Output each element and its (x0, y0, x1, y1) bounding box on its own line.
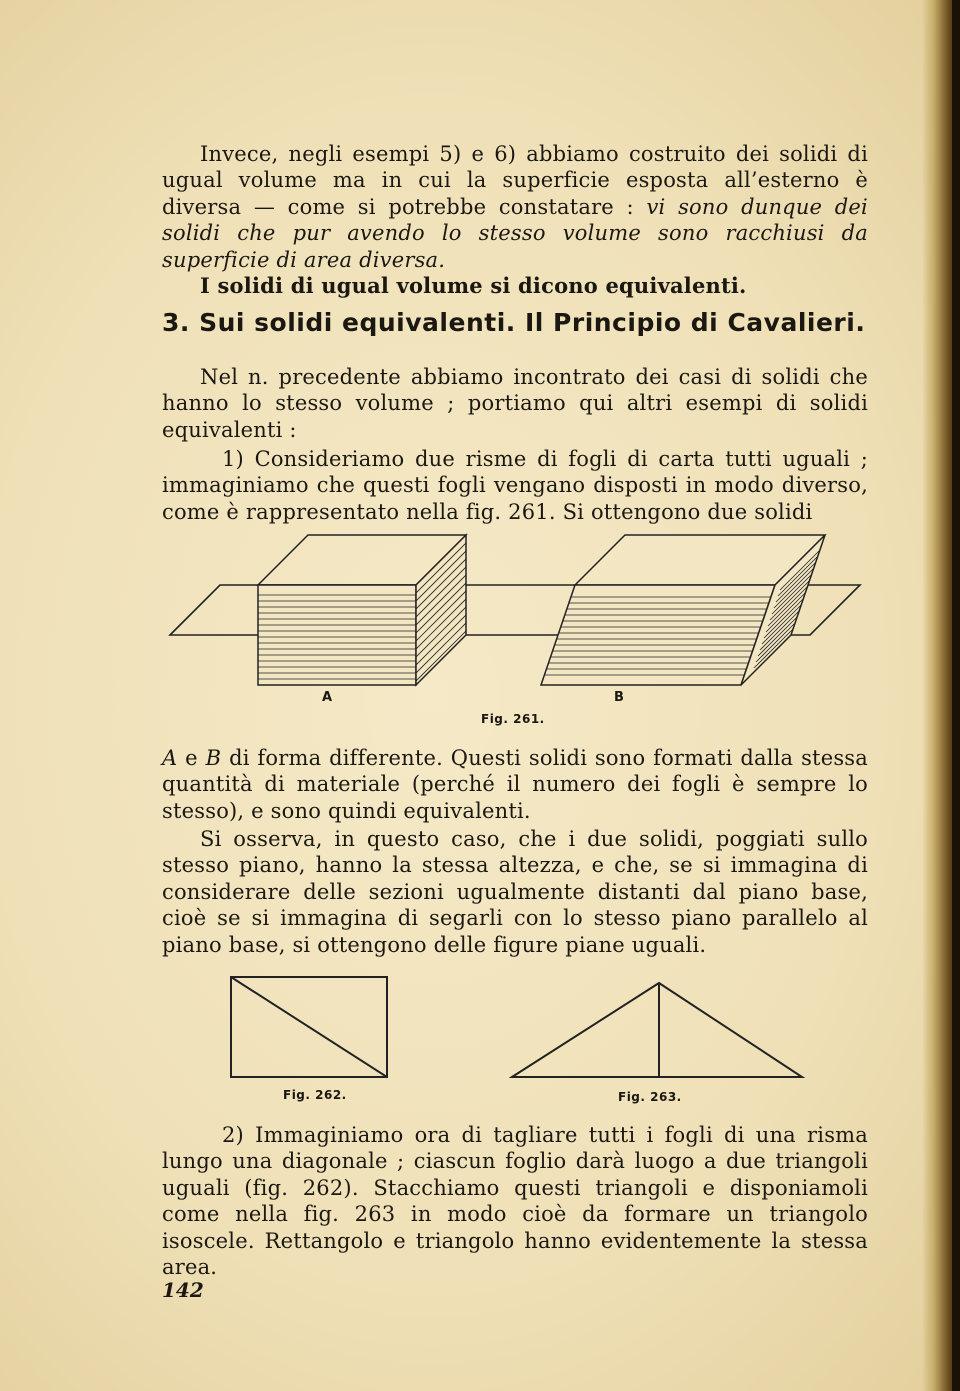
para4-text: di forma differente. Questi solidi sono formati dalla stessa quantità di materiale (perché il numero dei fogli è sempre lo stesso), e sono quindi equivalenti. (162, 746, 868, 823)
fig261-label-b: B (614, 690, 624, 705)
figure-261 (160, 530, 880, 730)
solid-b (541, 535, 825, 685)
solid-a (258, 530, 476, 717)
paragraph-2: Nel n. precedente abbiamo incontrato dei casi di solidi che hanno lo stesso volume ; portiamo qui altri esempi di solidi equivalenti : (162, 365, 868, 442)
section-heading: 3. Sui solidi equivalenti. Il Principio di Cavalieri. (162, 308, 866, 337)
para4-letter-a: A (162, 746, 178, 770)
paragraph-6: 2) Immaginiamo ora di tagliare tutti i fogli di una risma lungo una diagonale ; ciascun foglio darà luogo a due triangoli uguali (fig. 262). Stacchiamo questi triangoli e disponiamoli come nella fig. 263 in modo cioè da formare un triangolo isoscele. Rettangolo e triangolo hanno evidentemente la stessa area. (162, 1123, 868, 1280)
para1-bold-sentence: I solidi di ugual volume si dicono equivalenti. (200, 273, 747, 299)
para1-italic: vi sono dunque dei solidi che pur avendo lo stesso volume sono racchiusi da superficie di area diversa. (162, 194, 868, 272)
figure-263 (509, 980, 805, 1080)
para4-letter-b: B (205, 746, 222, 770)
fig261-caption: Fig. 261. (481, 712, 545, 726)
paragraph-1 (162, 141, 868, 299)
page-number: 142 (162, 1278, 204, 1302)
para1-line-1: Invece, negli esempi 5) e 6) abbiamo costruito dei solidi di (200, 142, 868, 166)
fig262-caption: Fig. 262. (283, 1088, 347, 1102)
paragraph-5: Si osserva, in questo caso, che i due solidi, poggiati sullo stesso piano, hanno la stessa altezza, e che, se si immagina di considerare delle sezioni ugualmente distanti dal piano base, cioè se si immagina di segarli con lo stesso piano parallelo al piano base, si ottengono delle figure piane uguali. (162, 827, 868, 957)
para4-conjunction: e (177, 746, 206, 770)
paragraph-3: 1) Consideriamo due risme di fogli di carta tutti uguali ; immaginiamo che questi fogli vengano disposti in modo diverso, come è rappresentato nella fig. 261. Si ottengono due solidi (162, 447, 868, 524)
para1-line-3: — come si potrebbe constatare : (253, 194, 647, 219)
paragraph-4 (162, 745, 868, 824)
fig261-label-a: A (322, 690, 333, 705)
book-spine-edge (952, 0, 960, 1391)
figure-262 (229, 975, 389, 1079)
fig263-caption: Fig. 263. (618, 1090, 682, 1104)
para1-line-2: ugual volume ma in cui la superficie esposta all’esterno è diversa (162, 168, 868, 219)
